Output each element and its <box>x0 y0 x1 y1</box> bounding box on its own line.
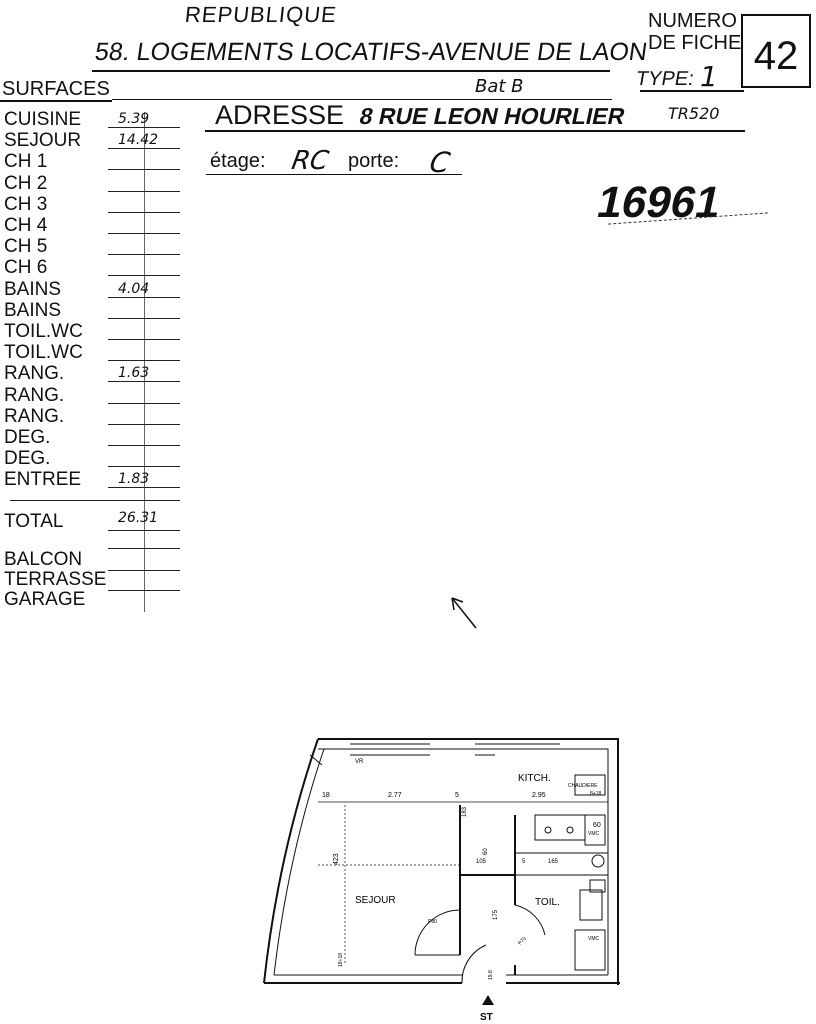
total-rule <box>10 500 180 501</box>
surface-row-label: CH 1 <box>4 151 48 172</box>
door-toilet <box>515 905 545 935</box>
surface-row-value: 14.42 <box>118 132 159 148</box>
surface-row-label: RANG. <box>4 363 65 384</box>
dim-423: 423 <box>333 853 340 865</box>
dim-277: 2.77 <box>388 792 402 799</box>
etage-label: étage: <box>210 150 266 172</box>
label-vmc: VMC <box>588 831 600 837</box>
dim-5: 5 <box>455 792 459 799</box>
fiche-label-1: NUMERO <box>648 10 737 32</box>
building-label: Bat B <box>475 76 524 97</box>
surface-row-blank <box>108 169 180 170</box>
surface-row-blank <box>108 487 180 488</box>
surface-row-blank <box>108 424 180 425</box>
surface-row-label: DEG. <box>4 448 51 469</box>
extra-blank-3 <box>108 590 180 591</box>
dim-183: 183 <box>462 806 468 817</box>
label-vmc-2: VMC <box>588 936 600 942</box>
label-sejour: SEJOUR <box>355 895 396 906</box>
extra-terrasse: TERRASSE <box>4 569 107 590</box>
outer-wall-curved <box>264 739 318 983</box>
surface-row-label: CUISINE <box>4 109 82 130</box>
extra-blank-1 <box>108 548 180 549</box>
extra-balcon: BALCON <box>4 549 83 570</box>
porte-value: C <box>427 146 453 179</box>
door-sejour <box>415 910 460 955</box>
title-line-2: 58. LOGEMENTS LOCATIFS-AVENUE DE LAON <box>93 38 650 66</box>
dim-60b: 60 <box>483 848 489 855</box>
label-kitchen: KITCH. <box>518 773 551 784</box>
surface-row-blank <box>108 148 180 149</box>
surface-row-blank <box>108 381 180 382</box>
surface-row-value: 5.39 <box>118 111 150 127</box>
surface-row-label: CH 6 <box>4 257 48 278</box>
fiche-number: 42 <box>753 34 799 78</box>
address-underline <box>205 130 745 132</box>
building-underline <box>112 99 612 100</box>
entry-arrow-icon <box>482 995 494 1005</box>
label-entry: ST <box>480 1012 493 1023</box>
surface-row-label: BAINS <box>4 279 62 300</box>
surface-row-label: DEG. <box>4 427 51 448</box>
dim-5b: 5 <box>522 859 526 865</box>
surface-row-blank <box>108 212 180 213</box>
address-label: ADRESSE <box>215 100 345 130</box>
surface-row-blank <box>108 318 180 319</box>
label-chaudiere-dim: 8+18 <box>590 791 602 797</box>
fiche-number-box <box>741 14 811 88</box>
surfaces-underline <box>0 100 112 102</box>
type-value: 1 <box>700 60 718 93</box>
dim-105: 105 <box>476 859 487 865</box>
surface-row-label: CH 5 <box>4 236 48 257</box>
surfaces-heading: SURFACES <box>2 78 110 100</box>
etage-underline <box>206 174 462 175</box>
type-label: TYPE: <box>634 68 696 90</box>
dim-175: 175 <box>493 909 499 920</box>
surface-row-label: TOIL.WC <box>4 321 83 342</box>
surface-row-blank <box>108 233 180 234</box>
floor-plan <box>250 735 640 1023</box>
dim-p70: P70 <box>517 935 528 947</box>
surface-row-value: 4.04 <box>118 281 150 297</box>
surface-row-label: TOIL.WC <box>4 342 83 363</box>
extra-blank-2 <box>108 570 180 571</box>
surface-row-label: BAINS <box>4 300 62 321</box>
surface-row-blank <box>108 297 180 298</box>
surface-row-blank <box>108 127 180 128</box>
dim-1818: 18+18 <box>338 952 344 967</box>
surface-row-blank <box>108 466 180 467</box>
title-line-1: REPUBLIQUE <box>183 2 339 27</box>
dim-295: 2.95 <box>532 792 546 799</box>
surface-row-label: CH 4 <box>4 215 48 236</box>
dim-165: 165 <box>548 859 559 865</box>
surface-row-value: 1.83 <box>118 471 150 487</box>
total-blank <box>108 530 180 531</box>
pen-arrow-mark <box>448 594 482 634</box>
surface-row-value: 1.63 <box>118 365 150 381</box>
fiche-label-2: DE FICHE <box>648 32 742 54</box>
surface-row-label: CH 2 <box>4 173 48 194</box>
porte-label: porte: <box>348 150 400 172</box>
dim-19: 19.8 <box>488 970 494 980</box>
title-underline <box>92 70 610 72</box>
surface-row-blank <box>108 254 180 255</box>
total-value: 26.31 <box>118 510 159 526</box>
surface-row-blank <box>108 403 180 404</box>
dim-18: 18 <box>322 792 330 799</box>
surface-row-label: RANG. <box>4 406 65 427</box>
label-toilette: TOIL. <box>535 897 560 908</box>
address-value: 8 RUE LEON HOURLIER <box>357 103 628 129</box>
address-code: TR520 <box>668 104 720 123</box>
dim-p80: P80 <box>428 919 437 925</box>
surface-row-blank <box>108 339 180 340</box>
surface-row-blank <box>108 360 180 361</box>
surface-row-blank <box>108 275 180 276</box>
surface-row-label: ENTREE <box>4 469 82 490</box>
etage-value: RC <box>289 146 331 176</box>
outer-wall-top-right <box>318 739 618 985</box>
surface-row-blank <box>108 191 180 192</box>
label-vr: VR <box>355 759 364 765</box>
surface-row-label: RANG. <box>4 385 65 406</box>
reference-number: 16961 <box>592 178 726 227</box>
surface-row-label: SEJOUR <box>4 130 82 151</box>
extra-garage: GARAGE <box>4 589 86 610</box>
surface-row-blank <box>108 445 180 446</box>
total-label: TOTAL <box>4 511 64 532</box>
surfaces-column-rule <box>144 112 145 612</box>
fiche-label <box>648 10 741 54</box>
label-chaudiere: CHAUDIERE <box>568 783 598 789</box>
dim-60a: 60 <box>593 822 601 829</box>
surface-row-label: CH 3 <box>4 194 48 215</box>
door-entry <box>462 945 486 983</box>
